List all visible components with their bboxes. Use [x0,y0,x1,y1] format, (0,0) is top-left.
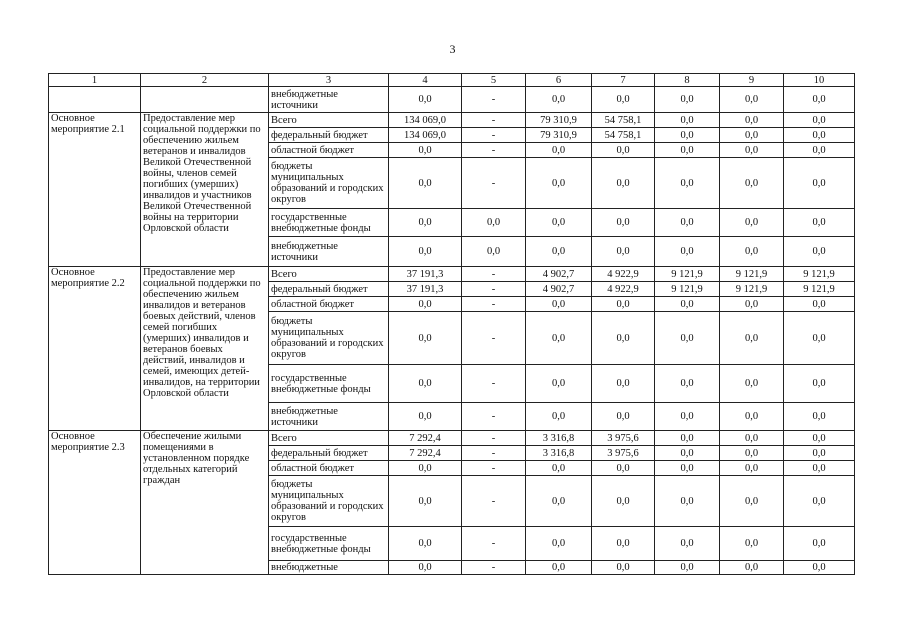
value-cell: 0,0 [784,527,855,561]
value-cell: 3 316,8 [526,431,592,446]
value-cell: 0,0 [526,209,592,237]
funding-source-cell: государственные внебюджетные фонды [269,527,389,561]
value-cell: - [462,158,526,209]
value-cell: 0,0 [784,403,855,431]
value-cell: 0,0 [592,403,655,431]
value-cell: 0,0 [784,87,855,113]
value-cell: 9 121,9 [720,267,784,282]
value-cell: 0,0 [784,158,855,209]
value-cell: 9 121,9 [720,282,784,297]
value-cell: 9 121,9 [655,282,720,297]
funding-source-cell: федеральный бюджет [269,282,389,297]
column-header: 6 [526,74,592,87]
value-cell: 37 191,3 [389,282,462,297]
value-cell: 0,0 [655,561,720,575]
value-cell: 79 310,9 [526,128,592,143]
value-cell: 0,0 [655,527,720,561]
value-cell: 0,0 [784,431,855,446]
value-cell: 0,0 [389,461,462,476]
column-header: 10 [784,74,855,87]
value-cell: 9 121,9 [655,267,720,282]
value-cell: 0,0 [655,461,720,476]
value-cell: 0,0 [720,209,784,237]
value-cell: 0,0 [526,237,592,267]
value-cell: 0,0 [389,561,462,575]
value-cell: 0,0 [720,113,784,128]
value-cell: - [462,128,526,143]
funding-source-cell: федеральный бюджет [269,446,389,461]
value-cell: 0,0 [784,365,855,403]
funding-source-cell: внебюджетные источники [269,237,389,267]
value-cell: 0,0 [526,403,592,431]
value-cell: 3 316,8 [526,446,592,461]
column-header: 2 [141,74,269,87]
table-row [49,87,855,113]
value-cell: 0,0 [720,461,784,476]
value-cell: 0,0 [784,312,855,365]
value-cell: 0,0 [655,365,720,403]
funding-source-cell: государственные внебюджетные фонды [269,365,389,403]
table-row [49,267,855,282]
value-cell: 0,0 [655,113,720,128]
measure-title-cell: Обеспечение жилыми помещениями в установленном порядке отдельных категорий граждан [141,431,269,575]
page-number: 3 [449,42,456,56]
value-cell: 0,0 [592,237,655,267]
value-cell: 0,0 [526,158,592,209]
value-cell: - [462,267,526,282]
value-cell: 0,0 [592,365,655,403]
column-header: 4 [389,74,462,87]
value-cell: - [462,113,526,128]
value-cell: 0,0 [655,87,720,113]
value-cell: 0,0 [720,237,784,267]
value-cell: 0,0 [462,209,526,237]
value-cell: 0,0 [526,297,592,312]
value-cell: 134 069,0 [389,113,462,128]
value-cell: 0,0 [784,113,855,128]
value-cell: 0,0 [655,297,720,312]
value-cell: 0,0 [389,209,462,237]
value-cell: 0,0 [655,158,720,209]
value-cell: 0,0 [592,158,655,209]
value-cell: 0,0 [462,237,526,267]
value-cell: 0,0 [526,143,592,158]
value-cell: 0,0 [720,158,784,209]
value-cell: - [462,312,526,365]
value-cell: 0,0 [655,476,720,527]
value-cell: 0,0 [655,209,720,237]
value-cell: - [462,282,526,297]
value-cell: 0,0 [720,527,784,561]
measure-code-cell: Основное мероприятие 2.3 [49,431,141,575]
value-cell: - [462,297,526,312]
value-cell: 0,0 [655,143,720,158]
value-cell: 0,0 [592,476,655,527]
measure-title-cell: Предоставление мер социальной поддержки по обеспечению жильем инвалидов и ветеранов боевых действий, членов семей погибших (умерших) инвалидов и ветеранов боевых действий, инвалидов и семей, имеющих детей-инвалидов, на территории Орловской области [141,267,269,431]
value-cell: - [462,461,526,476]
value-cell: 4 922,9 [592,282,655,297]
funding-source-cell: бюджеты муниципальных образований и городских округов [269,312,389,365]
value-cell: 0,0 [784,461,855,476]
value-cell: 9 121,9 [784,267,855,282]
value-cell: 0,0 [389,237,462,267]
value-cell: 4 902,7 [526,282,592,297]
column-header: 1 [49,74,141,87]
funding-source-cell: бюджеты муниципальных образований и городских округов [269,158,389,209]
value-cell: 0,0 [784,143,855,158]
funding-source-cell: внебюджетные источники [269,403,389,431]
value-cell: 0,0 [526,476,592,527]
value-cell: 0,0 [389,365,462,403]
value-cell: 0,0 [784,128,855,143]
value-cell: - [462,431,526,446]
value-cell: 0,0 [784,446,855,461]
value-cell: 0,0 [526,527,592,561]
title-cell [141,87,269,113]
value-cell: 0,0 [526,87,592,113]
value-cell: 0,0 [526,561,592,575]
value-cell: 4 922,9 [592,267,655,282]
value-cell: 0,0 [526,461,592,476]
value-cell: 0,0 [784,561,855,575]
value-cell: 0,0 [784,297,855,312]
value-cell: 0,0 [592,143,655,158]
funding-source-cell: Всего [269,267,389,282]
value-cell: 0,0 [592,527,655,561]
value-cell: 0,0 [592,87,655,113]
budget-table [48,73,855,575]
value-cell: 7 292,4 [389,446,462,461]
measure-code-cell: Основное мероприятие 2.2 [49,267,141,431]
value-cell: 3 975,6 [592,446,655,461]
funding-source-cell: федеральный бюджет [269,128,389,143]
value-cell: - [462,476,526,527]
value-cell: 0,0 [389,403,462,431]
value-cell: 0,0 [592,209,655,237]
value-cell: 0,0 [655,128,720,143]
funding-source-cell: областной бюджет [269,143,389,158]
value-cell: 0,0 [389,297,462,312]
value-cell: 0,0 [389,476,462,527]
value-cell: 0,0 [592,561,655,575]
value-cell: 0,0 [720,561,784,575]
value-cell: 0,0 [720,431,784,446]
value-cell: 0,0 [389,527,462,561]
value-cell: 0,0 [655,431,720,446]
funding-source-cell: областной бюджет [269,297,389,312]
value-cell: - [462,143,526,158]
column-header: 3 [269,74,389,87]
value-cell: 0,0 [784,209,855,237]
funding-source-cell: областной бюджет [269,461,389,476]
funding-source-cell: Всего [269,431,389,446]
value-cell: 0,0 [592,461,655,476]
value-cell: - [462,446,526,461]
funding-source-cell: Всего [269,113,389,128]
value-cell: 0,0 [655,403,720,431]
value-cell: 0,0 [720,403,784,431]
value-cell: 0,0 [526,312,592,365]
column-header: 9 [720,74,784,87]
value-cell: 0,0 [720,476,784,527]
column-header: 7 [592,74,655,87]
measure-code-cell: Основное мероприятие 2.1 [49,113,141,267]
funding-source-cell: внебюджетные [269,561,389,575]
table-row [49,113,855,128]
value-cell: - [462,87,526,113]
value-cell: 0,0 [389,143,462,158]
column-header: 5 [462,74,526,87]
header-row [49,74,855,87]
value-cell: 0,0 [526,365,592,403]
value-cell: 0,0 [389,158,462,209]
value-cell: 0,0 [655,312,720,365]
value-cell: - [462,365,526,403]
value-cell: 0,0 [720,365,784,403]
funding-source-cell: бюджеты муниципальных образований и городских округов [269,476,389,527]
value-cell: 54 758,1 [592,113,655,128]
value-cell: 0,0 [592,312,655,365]
value-cell: 7 292,4 [389,431,462,446]
value-cell: 0,0 [784,476,855,527]
value-cell: 0,0 [592,297,655,312]
value-cell: 0,0 [720,87,784,113]
value-cell: 0,0 [389,312,462,365]
value-cell: 0,0 [720,143,784,158]
value-cell: 9 121,9 [784,282,855,297]
value-cell: 0,0 [720,297,784,312]
value-cell: 0,0 [784,237,855,267]
value-cell: 0,0 [720,312,784,365]
code-cell [49,87,141,113]
value-cell: - [462,403,526,431]
value-cell: 0,0 [720,446,784,461]
table-row [49,431,855,446]
value-cell: 37 191,3 [389,267,462,282]
value-cell: - [462,527,526,561]
value-cell: - [462,561,526,575]
measure-title-cell: Предоставление мер социальной поддержки по обеспечению жильем ветеранов и инвалидов Великой Отечественной войны, членов семей погибших (умерших) инвалидов и участников Великой Отечественной войны на территории Орловской области [141,113,269,267]
value-cell: 4 902,7 [526,267,592,282]
value-cell: 79 310,9 [526,113,592,128]
value-cell: 0,0 [720,128,784,143]
source-cell: внебюджетные источники [269,87,389,113]
value-cell: 0,0 [655,237,720,267]
value-cell: 54 758,1 [592,128,655,143]
value-cell: 3 975,6 [592,431,655,446]
column-header: 8 [655,74,720,87]
value-cell: 134 069,0 [389,128,462,143]
value-cell: 0,0 [389,87,462,113]
value-cell: 0,0 [655,446,720,461]
funding-source-cell: государственные внебюджетные фонды [269,209,389,237]
